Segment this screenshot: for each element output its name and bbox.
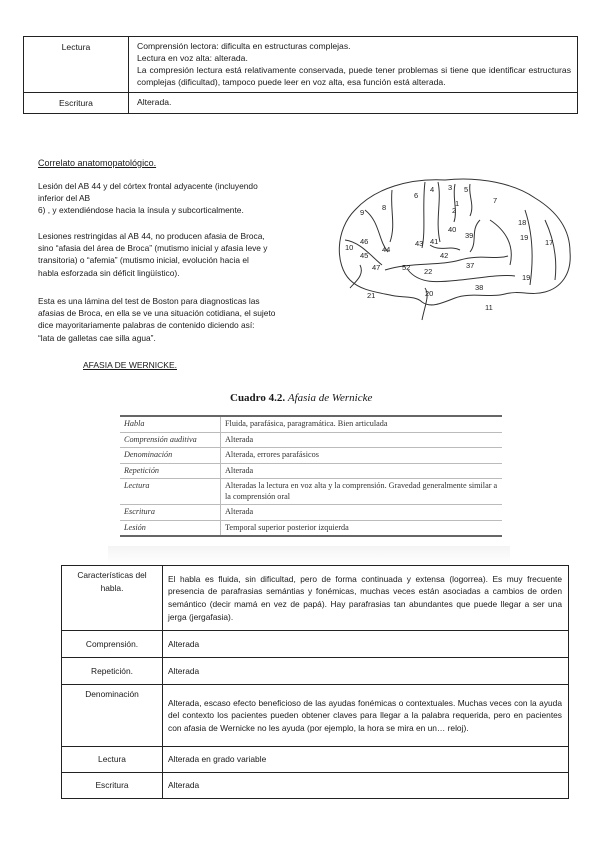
text-line: Esta es una lámina del test de Boston para diagnosticas las <box>38 296 260 306</box>
book-row-key: Comprensión auditiva <box>120 432 221 448</box>
table-row <box>120 479 502 505</box>
brain-area-label: 11 <box>485 303 493 312</box>
brain-area-label: 19 <box>522 273 531 282</box>
brain-area-label: 22 <box>424 267 433 276</box>
brain-area-label: 7 <box>493 196 498 205</box>
brain-area-label: 18 <box>518 218 527 227</box>
brain-area-label: 42 <box>440 251 449 260</box>
text-line: Lesión del AB 44 y del córtex frontal adyacente (incluyendo <box>38 181 258 191</box>
wernicke-table <box>61 565 569 799</box>
table-row <box>62 631 569 658</box>
book-row-value: Alterada <box>221 505 503 521</box>
table-row <box>120 416 502 432</box>
brain-area-label: 19 <box>520 233 529 242</box>
brain-area-label: 4 <box>430 185 435 194</box>
sulcus-line <box>490 220 511 265</box>
scan-shadow <box>108 546 510 564</box>
brain-area-label: 6 <box>414 191 419 200</box>
text-line: Comprensión lectora: dificulta en estructuras complejas. <box>137 41 351 51</box>
brain-area-label: 37 <box>466 261 475 270</box>
brain-area-label: 17 <box>545 238 554 247</box>
sulcus-line <box>470 184 472 216</box>
row-key: Características del habla. <box>62 566 163 631</box>
book-title-prefix: Cuadro 4.2. <box>230 392 286 404</box>
table-row <box>120 448 502 464</box>
book-row-value: Alteradas la lectura en voz alta y la comprensión. Gravedad generalmente similar a la comprensión oral <box>221 479 503 505</box>
text-line: afasias de Broca, en ella se ve una situación cotidiana, el sujeto <box>38 308 276 319</box>
brain-area-label: 44 <box>382 245 391 254</box>
brain-area-label: 52 <box>402 263 411 272</box>
table-row <box>120 505 502 521</box>
correlato-paragraph-1 <box>38 180 328 217</box>
book-row-key: Repetición <box>120 463 221 479</box>
brain-area-label: 47 <box>372 263 381 272</box>
row-key: Denominación <box>62 685 163 747</box>
row-value: Alterada <box>163 658 569 685</box>
row-value: Alterada <box>163 631 569 658</box>
text-line: dice mayoritariamente palabras de contenido diciendo así: <box>38 320 255 331</box>
sulcus-line <box>545 220 556 280</box>
text-line: 6) , y extendiéndose hacia la ínsula y subcorticalmente. <box>38 205 244 216</box>
brain-area-label: 2 <box>452 206 457 215</box>
brain-area-label: 20 <box>425 289 434 298</box>
row-key: Escritura <box>24 93 129 114</box>
brain-area-label: 41 <box>430 237 439 246</box>
table-row <box>24 37 578 93</box>
top-table <box>23 36 578 114</box>
book-row-key: Habla <box>120 416 221 432</box>
book-row-value: Alterada, errores parafásicos <box>221 448 503 464</box>
brain-area-label: 21 <box>367 291 376 300</box>
book-row-key: Lectura <box>120 479 221 505</box>
book-row-value: Alterada <box>221 432 503 448</box>
brain-area-label: 43 <box>415 239 424 248</box>
book-table-title <box>230 392 480 404</box>
table-row <box>62 747 569 773</box>
text-line: inferior del AB <box>38 193 91 204</box>
table-row <box>62 773 569 799</box>
row-value: Alterada <box>163 773 569 799</box>
table-row <box>24 93 578 114</box>
brain-area-label: 40 <box>448 225 457 234</box>
book-title-italic: Afasia de Wernicke <box>287 392 373 404</box>
text-line: “lata de galletas cae silla agua”. <box>38 332 156 343</box>
table-row <box>62 658 569 685</box>
brain-area-label: 38 <box>475 283 484 292</box>
table-row <box>62 685 569 747</box>
row-key: Repetición. <box>62 658 163 685</box>
brain-area-label: 9 <box>360 208 365 217</box>
table-row <box>120 463 502 479</box>
table-row <box>120 520 502 536</box>
correlato-paragraph-2 <box>38 230 328 279</box>
wernicke-heading: AFASIA DE WERNICKE. <box>83 360 177 370</box>
brain-area-label: 5 <box>464 185 469 194</box>
sulcus-line <box>438 182 440 242</box>
brain-area-label: 39 <box>465 231 474 240</box>
book-table <box>120 415 502 537</box>
table-row <box>120 432 502 448</box>
row-key: Comprensión. <box>62 631 163 658</box>
brain-area-label: 3 <box>448 183 453 192</box>
row-key: Lectura <box>24 37 129 93</box>
book-row-value: Temporal superior posterior izquierda <box>221 520 503 536</box>
sulcus-line <box>390 190 393 242</box>
row-value: Alterada, escaso efecto beneficioso de las ayudas fonémicas o contextuales. Muchas veces con la ayuda del contexto los pacientes pueden obtener claves para llegar a la palabra requerida, pero en pacientes con afasia de Wernicke no les ayuda (por ejemplo, la hora se mira en un… reloj). <box>163 685 569 747</box>
book-row-key: Denominación <box>120 448 221 464</box>
book-row-value: Fluida, parafásica, paragramática. Bien articulada <box>221 416 503 432</box>
table-row <box>62 566 569 631</box>
brain-diagram <box>330 170 578 330</box>
text-line: habla esforzada sin déficit lingüístico). <box>38 267 180 278</box>
correlato-paragraph-3 <box>38 295 328 344</box>
text-line: sino “afasia del área de Broca” (mutismo inicial y afasia leve y <box>38 243 268 254</box>
book-row-value: Alterada <box>221 463 503 479</box>
text-line: transitoria) o “afemia” (mutismo inicial, evolución hacia el <box>38 255 249 266</box>
book-row-key: Escritura <box>120 505 221 521</box>
text-line: La compresión lectura está relativamente conservada, puede tener problemas si tiene que identificar estructuras complejas (dificultad), tampoco puede leer en voz alta, esa función está alterada. <box>137 65 571 87</box>
row-key: Lectura <box>62 747 163 773</box>
brain-area-label: 46 <box>360 237 369 246</box>
row-value: Alterada en grado variable <box>163 747 569 773</box>
row-value: Alterada. <box>129 93 578 114</box>
brain-area-label: 8 <box>382 203 387 212</box>
brain-area-label: 10 <box>345 243 354 252</box>
row-value: El habla es fluida, sin dificultad, pero de forma continuada y extensa (logorrea). Es muy frecuente presencia de parafrasias semántias y fonémicas, muchas veces están asociadas a cambios de orden semántico (decir mamá en vez de papá). Hay parafrasias tan abundantes que puede llegar a ser una jerga (jergafasia). <box>163 566 569 631</box>
brain-area-label: 1 <box>455 199 460 208</box>
row-value <box>129 37 578 93</box>
brain-area-label: 45 <box>360 251 369 260</box>
text-line: Lectura en voz alta: alterada. <box>137 53 248 63</box>
correlato-title: Correlato anatomopatológico. <box>38 158 157 168</box>
book-row-key: Lesión <box>120 520 221 536</box>
row-key: Escritura <box>62 773 163 799</box>
text-line: Lesiones restringidas al AB 44, no producen afasia de Broca, <box>38 231 265 241</box>
